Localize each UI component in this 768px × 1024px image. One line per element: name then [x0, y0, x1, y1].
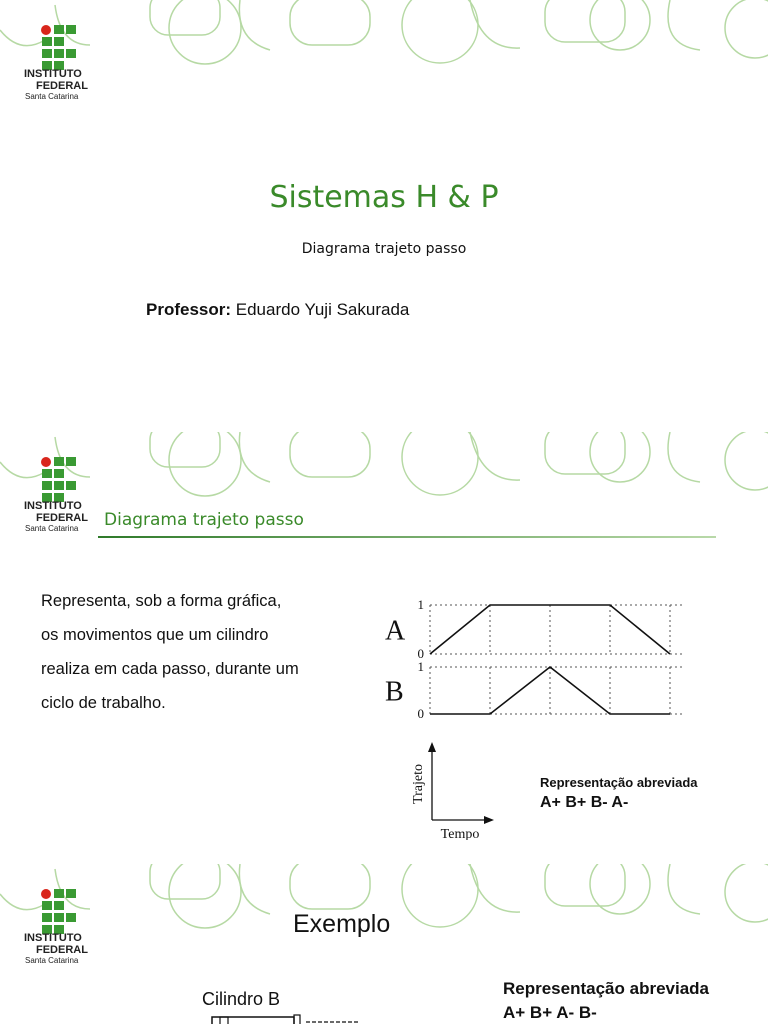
- y-axis-label: Trajeto: [411, 764, 426, 804]
- decorative-header-pattern: [0, 432, 768, 502]
- logo-text-line3: Santa Catarina: [25, 956, 79, 965]
- paragraph-line: os movimentos que um cilindro: [41, 626, 269, 644]
- logo-text-line3: Santa Catarina: [25, 524, 79, 533]
- description-paragraph: [41, 584, 361, 720]
- y-arrow-head-icon: [428, 742, 436, 752]
- presentation-title: Sistemas H & P: [269, 180, 499, 215]
- abbreviation-label: Representação abreviada: [540, 775, 698, 790]
- cylinder-drawing: [208, 1014, 368, 1024]
- slide-title: [0, 0, 768, 432]
- heading-underline: [98, 536, 716, 538]
- paragraph-line: realiza em cada passo, durante um: [41, 660, 299, 678]
- paragraph-line: Representa, sob a forma gráfica,: [41, 592, 282, 610]
- slide-diagram: [0, 432, 768, 864]
- cylinder-label: Cilindro B: [202, 989, 281, 1009]
- logo-text-line1: INSTITUTO: [24, 500, 82, 512]
- paragraph-line: ciclo de trabalho.: [41, 694, 166, 712]
- logo-text-line2: FEDERAL: [36, 944, 88, 956]
- slide-example: [0, 864, 768, 1024]
- y-tick-label: 0: [417, 646, 424, 661]
- y-tick-label: 0: [417, 706, 424, 721]
- logo-text-line1: INSTITUTO: [24, 932, 82, 944]
- logo-text-line1: INSTITUTO: [24, 68, 82, 80]
- abbreviation-sequence: A+ B+ A- B-: [503, 1003, 597, 1022]
- x-axis-label: Tempo: [440, 827, 480, 840]
- abbreviation-sequence: A+ B+ B- A-: [540, 794, 629, 811]
- series-label: B: [385, 676, 404, 708]
- example-title: Exemplo: [293, 910, 391, 938]
- series-line: [430, 667, 670, 714]
- x-arrow-head-icon: [484, 816, 494, 824]
- slide-heading: Diagrama trajeto passo: [104, 510, 304, 530]
- y-tick-label: 1: [417, 597, 424, 612]
- presentation-subtitle: Diagrama trajeto passo: [301, 241, 467, 257]
- trajectory-step-chart: [380, 592, 690, 722]
- professor-label: Professor:: [146, 300, 232, 319]
- professor-name: Eduardo Yuji Sakurada: [235, 300, 410, 319]
- y-tick-label: 1: [417, 659, 424, 674]
- axes-legend: [402, 740, 502, 840]
- decorative-header-pattern: [0, 0, 768, 70]
- series-label: A: [385, 615, 406, 647]
- logo-text-line2: FEDERAL: [36, 512, 88, 524]
- abbreviation-label: Representação abreviada: [503, 979, 709, 998]
- professor-line: [146, 300, 409, 320]
- logo-text-line3: Santa Catarina: [25, 92, 79, 101]
- logo-text-line2: FEDERAL: [36, 80, 88, 92]
